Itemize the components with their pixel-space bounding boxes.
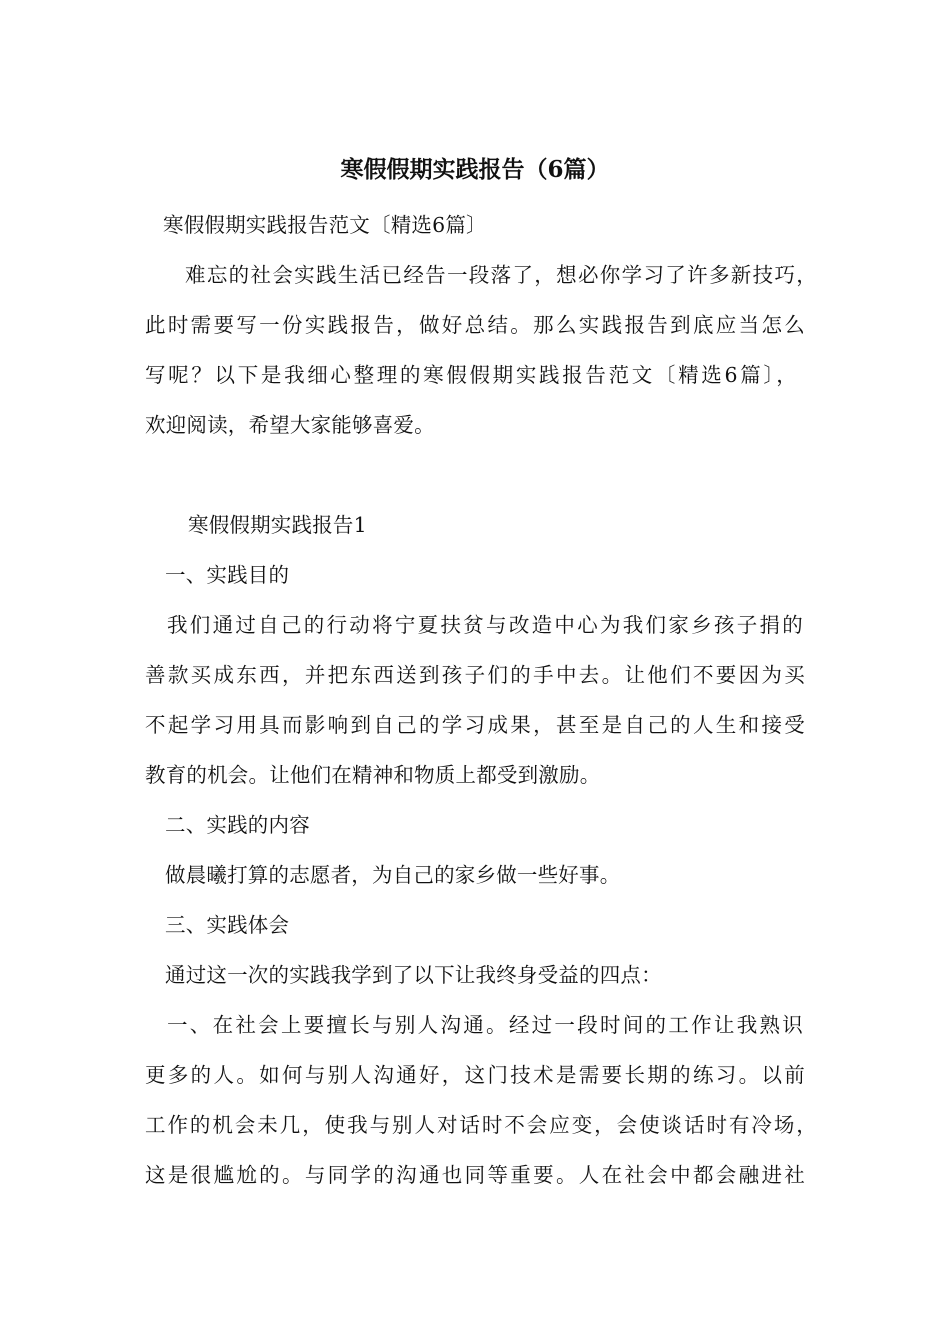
paragraph-line: 善款买成东西，并把东西送到孩子们的手中去。让他们不要因为买 — [145, 663, 805, 687]
section-heading: 三、实践体会 — [165, 913, 290, 937]
paragraph-line: 更多的人。如何与别人沟通好，这门技术是需要长期的练习。以前 — [145, 1063, 805, 1087]
section-heading: 一、实践目的 — [165, 563, 290, 587]
intro-line: 难忘的社会实践生活已经告一段落了，想必你学习了许多新技巧， — [185, 263, 817, 287]
paragraph-line: 我们通过自己的行动将宁夏扶贫与改造中心为我们家乡孩子捐的 — [167, 613, 803, 637]
paragraph-line: 教育的机会。让他们在精神和物质上都受到激励。 — [145, 763, 601, 787]
paragraph-line: 通过这一次的实践我学到了以下让我终身受益的四点： — [165, 963, 662, 987]
document-title: 寒假假期实践报告（6篇） — [340, 156, 610, 183]
paragraph-line: 工作的机会未几，使我与别人对话时不会应变，会使谈话时有冷场， — [145, 1113, 817, 1137]
section-heading: 二、实践的内容 — [165, 813, 310, 837]
paragraph-line: 做晨曦打算的志愿者，为自己的家乡做一些好事。 — [165, 863, 621, 887]
report-heading: 寒假假期实践报告1 — [188, 513, 367, 537]
paragraph-line: 这是很尴尬的。与同学的沟通也同等重要。人在社会中都会融进社 — [145, 1163, 805, 1187]
paragraph-line: 一、在社会上要擅长与别人沟通。经过一段时间的工作让我熟识 — [167, 1013, 803, 1037]
document-subtitle: 寒假假期实践报告范文〔精选6篇〕 — [163, 213, 487, 237]
paragraph-line: 不起学习用具而影响到自己的学习成果，甚至是自己的人生和接受 — [145, 713, 805, 737]
intro-line: 此时需要写一份实践报告，做好总结。那么实践报告到底应当怎么 — [145, 313, 805, 337]
intro-line: 欢迎阅读，希望大家能够喜爱。 — [145, 413, 435, 437]
intro-line: 写呢？以下是我细心整理的寒假假期实践报告范文〔精选6篇〕， — [145, 363, 797, 387]
